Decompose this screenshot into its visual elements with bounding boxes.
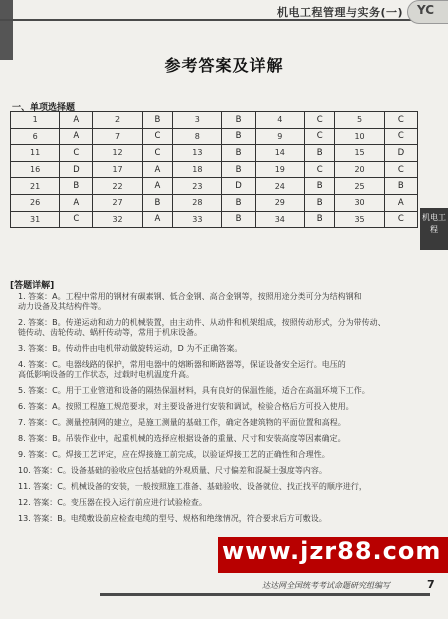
question-number: 13 — [173, 145, 222, 162]
question-number: 6 — [11, 128, 60, 145]
question-number: 9 — [255, 128, 304, 145]
answer-letter: C — [384, 112, 417, 129]
paragraph-line: 8. 答案：B。吊装作业中，起重机械的选择应根据设备的重量、尺寸和安装高度等因素确定。 — [18, 434, 346, 443]
answer-letter: C — [142, 128, 173, 145]
page-number: 7 — [427, 578, 435, 591]
question-number: 16 — [11, 161, 60, 178]
answer-row — [11, 112, 418, 129]
question-number: 33 — [173, 211, 222, 228]
paragraph-line: 6. 答案：A。按照工程施工规范要求，对主要设备进行安装和调试，检验合格后方可投入使用。 — [18, 402, 354, 411]
answer-letter: C — [304, 112, 335, 129]
answer-letter: A — [60, 194, 93, 211]
question-number: 8 — [173, 128, 222, 145]
answer-letter: B — [142, 194, 173, 211]
question-number: 28 — [173, 194, 222, 211]
question-number: 32 — [93, 211, 142, 228]
answer-letter: A — [60, 128, 93, 145]
question-number: 31 — [11, 211, 60, 228]
question-number: 24 — [255, 178, 304, 195]
question-number: 29 — [255, 194, 304, 211]
paragraph-line: 2. 答案：B。传递运动和动力的机械装置，由主动件、从动件和机架组成，按照传动形式，分为带传动、 — [18, 318, 386, 327]
answer-letter: B — [304, 194, 335, 211]
answer-letter: A — [384, 194, 417, 211]
paragraph-line: 7. 答案：C。测量控制网的建立，是施工测量的基础工作，确定各建筑物的平面位置和高程。 — [18, 418, 346, 427]
answer-letter: B — [222, 211, 255, 228]
watermark-text: www.jzr88.com — [222, 537, 442, 565]
section-title: 参考答案及详解 — [164, 56, 284, 75]
answer-letter: D — [384, 145, 417, 162]
question-number: 30 — [335, 194, 384, 211]
paragraph-line: 5. 答案：C。用于工业管道和设备的隔热保温材料，具有良好的保温性能，适合在高温环境下工作。 — [18, 386, 370, 395]
footer-text: 达达网全国统考考试命题研究组编写 — [262, 581, 390, 590]
publisher-logo-text: YC — [417, 3, 435, 17]
paragraph-line: 高低影响设备的工作状态，过载时电机温度升高。 — [18, 370, 194, 379]
paragraph-line: 链传动、齿轮传动、蜗杆传动等，常用于机床设备。 — [18, 328, 202, 337]
question-number: 4 — [255, 112, 304, 129]
answer-letter: C — [304, 161, 335, 178]
answer-letter: A — [60, 112, 93, 129]
question-number: 20 — [335, 161, 384, 178]
question-number: 5 — [335, 112, 384, 129]
answer-letter: C — [384, 128, 417, 145]
paragraph-line: 12. 答案：C。变压器在投入运行前应进行试验检查。 — [18, 498, 207, 507]
question-number: 25 — [335, 178, 384, 195]
answer-row — [11, 194, 418, 211]
question-number: 23 — [173, 178, 222, 195]
detail-title: [答题详解] — [10, 281, 55, 291]
question-number: 21 — [11, 178, 60, 195]
footer-rule — [100, 593, 430, 596]
paragraph-line: 1. 答案：A。工程中常用的钢材有碳素钢、低合金钢、高合金钢等，按照用途分类可分为结构钢和 — [18, 292, 362, 301]
question-number: 27 — [93, 194, 142, 211]
question-number: 22 — [93, 178, 142, 195]
paragraph-line: 13. 答案：B。电缆敷设前应检查电缆的型号、规格和绝缘情况，符合要求后方可敷设。 — [18, 514, 327, 523]
answer-letter: B — [304, 145, 335, 162]
running-header-title: 机电工程管理与实务(一) — [277, 6, 404, 19]
paragraph-line: 10. 答案：C。设备基础的验收应包括基础的外观质量、尺寸偏差和混凝土强度等内容。 — [18, 466, 327, 475]
question-number: 17 — [93, 161, 142, 178]
answer-letter: B — [222, 112, 255, 129]
question-number: 3 — [173, 112, 222, 129]
answer-row — [11, 161, 418, 178]
answer-letter: C — [60, 145, 93, 162]
paragraph-line: 11. 答案：C。机械设备的安装，一般按照施工准备、基础验收、设备就位、找正找平的顺序进行， — [18, 482, 367, 491]
answer-letter: B — [222, 145, 255, 162]
question-number: 15 — [335, 145, 384, 162]
question-number: 10 — [335, 128, 384, 145]
question-number: 35 — [335, 211, 384, 228]
answer-letter: B — [304, 178, 335, 195]
question-number: 19 — [255, 161, 304, 178]
answer-letter: A — [142, 211, 173, 228]
question-number: 7 — [93, 128, 142, 145]
answer-letter: A — [142, 178, 173, 195]
answer-letter: D — [222, 178, 255, 195]
question-number: 1 — [11, 112, 60, 129]
answer-letter: B — [222, 194, 255, 211]
question-number: 14 — [255, 145, 304, 162]
answer-row — [11, 178, 418, 195]
corner-bar — [0, 0, 13, 60]
answer-letter: C — [384, 161, 417, 178]
answer-letter: B — [222, 161, 255, 178]
question-number: 11 — [11, 145, 60, 162]
answer-letter: C — [142, 145, 173, 162]
paragraph-line: 9. 答案：C。焊接工艺评定，应在焊接施工前完成，以验证焊接工艺的正确性和合理性。 — [18, 450, 330, 459]
answer-letter: D — [60, 161, 93, 178]
answer-letter: B — [304, 211, 335, 228]
answer-letter: B — [384, 178, 417, 195]
question-number: 12 — [93, 145, 142, 162]
answer-table — [10, 111, 418, 228]
answer-letter: A — [142, 161, 173, 178]
answer-letter: B — [142, 112, 173, 129]
answer-letter: C — [60, 211, 93, 228]
answer-row — [11, 128, 418, 145]
paragraph-line: 3. 答案：B。传动件由电机带动做旋转运动，D 为不正确答案。 — [18, 344, 243, 353]
answer-letter: C — [384, 211, 417, 228]
side-tab: 机电工程 — [420, 208, 448, 250]
answer-letter: B — [60, 178, 93, 195]
answer-row — [11, 145, 418, 162]
question-number: 26 — [11, 194, 60, 211]
answer-row — [11, 211, 418, 228]
subsection-title: 一、单项选择题 — [12, 103, 76, 113]
answer-letter: B — [222, 128, 255, 145]
paragraph-line: 4. 答案：C。电器线路的保护，常用电器中的熔断器和断路器等，保证设备安全运行。电压的 — [18, 360, 346, 369]
question-number: 18 — [173, 161, 222, 178]
paragraph-line: 动力设备及其结构件等。 — [18, 302, 106, 311]
answer-letter: C — [304, 128, 335, 145]
question-number: 34 — [255, 211, 304, 228]
question-number: 2 — [93, 112, 142, 129]
